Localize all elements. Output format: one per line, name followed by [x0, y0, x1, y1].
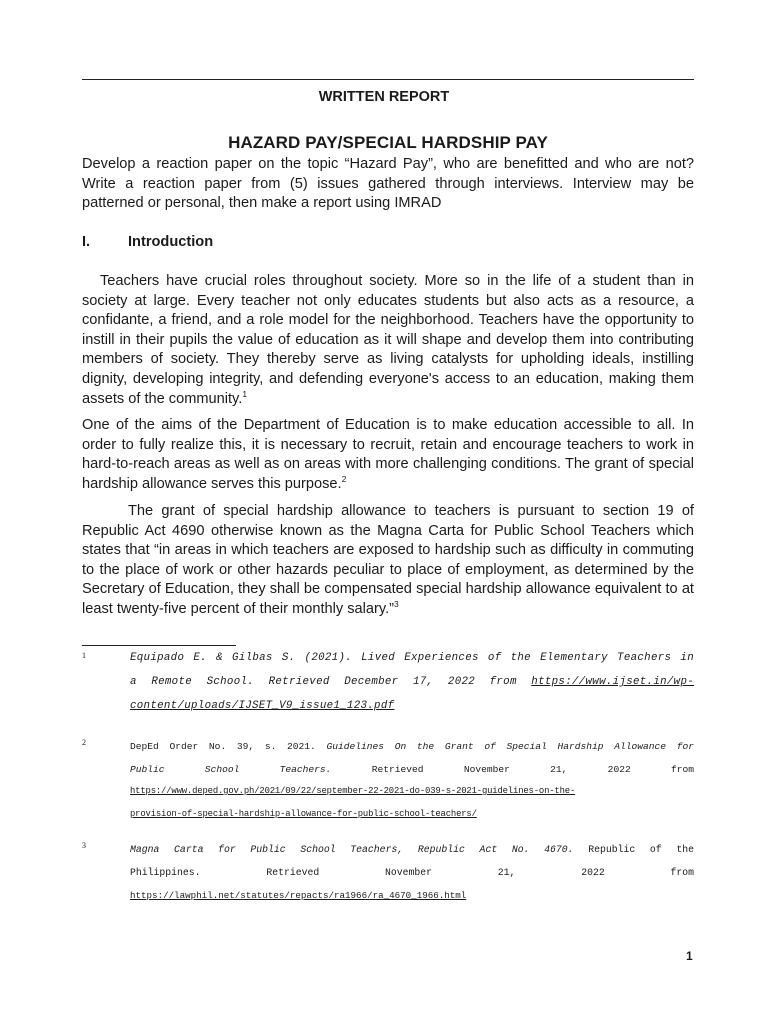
footnote-1-line-1: Equipado E. & Gilbas S. (2021). Lived Experiences of the Elementary Teachers in	[130, 652, 694, 664]
footnote-1-link[interactable]: https://www.ijset.in/wp-	[531, 676, 694, 688]
footnote-3-link[interactable]: https://lawphil.net/statutes/repacts/ra1966/ra_4670_1966.html	[130, 890, 467, 901]
footnote-3-line-1: Magna Carta for Public School Teachers, Republic Act No. 4670. Republic of the	[130, 844, 694, 855]
assignment-prompt: Develop a reaction paper on the topic “Hazard Pay”, who are benefitted and who are not? Write a reaction paper from (5) issues gathered through interviews. Interview may be patterned or personal, then make a report using IMRAD	[82, 156, 694, 212]
header-rule	[82, 79, 694, 80]
footnote-ref-2: 2	[341, 473, 347, 484]
paragraph-1: Teachers have crucial roles throughout society. More so in the life of a student than in society at large. Every teacher not only educates students but also acts as a resource, a confidante, a friend, and a role model for the neighborhood. Teachers have the opportunity to instill in their pupils the value of education as it will shape and develop them into contributing members of society. They thereby serve as living catalysts for upholding ideals, instilling dignity, developing integrity, and defending everyone's access to an education, making them assets of the community.$^1$	[82, 273, 694, 407]
footnote-ref-3: 3	[394, 599, 399, 610]
footnote-3-line-3	[130, 890, 694, 901]
footnote-2-link[interactable]: https://www.deped.gov.ph/2021/09/22/september-22-2021-do-039-s-2021-guidelines-on-the-	[130, 786, 576, 796]
footnote-2-line-1: DepEd Order No. 39, s. 2021. Guidelines On the Grant of Special Hardship Allowance for	[130, 741, 694, 752]
page-number: 1	[686, 949, 693, 963]
footnote-1-line-2: a Remote School. Retrieved December 17, 2022 from https://www.ijset.in/wp-	[130, 676, 694, 688]
footnote-mark-3: 3	[82, 841, 86, 850]
footnote-mark-1: 1	[82, 651, 86, 660]
footnote-2-line-2: Public School Teachers. Retrieved November 21, 2022 from	[130, 764, 695, 775]
footnote-separator	[82, 645, 236, 646]
paragraph-2: One of the aims of the Department of Education is to make education accessible to all. In order to fully realize this, it is necessary to recruit, retain and encourage teachers to work in hard-to-reach areas as well as on areas with more challenging conditions. The grant of special hardship allowance serves this purpose.$^2$	[82, 417, 694, 492]
footnote-2-line-4	[130, 809, 694, 819]
footnote-3	[82, 841, 694, 905]
footnote-1-link-cont[interactable]: content/uploads/IJSET_V9_issue1_123.pdf	[130, 700, 395, 712]
footnote-mark-2: 2	[82, 738, 86, 747]
footnote-1	[82, 651, 694, 721]
section-heading	[82, 234, 213, 250]
footnote-ref-1: 1	[242, 388, 248, 399]
paragraph-3: The grant of special hardship allowance to teachers is pursuant to section 19 of Republic Act 4690 otherwise known as the Magna Carta for Public School Teachers which states that “in areas in which teachers are exposed to hardship such as difficulty in commuting to the place of work or other hazards peculiar to place of employment, as determined by the Secretary of Education, they shall be compensated special hardship allowance equivalent to at least twenty-five percent of their monthly salary.”$^3$	[82, 503, 694, 617]
footnote-2-line-3	[130, 786, 694, 796]
section-number: I.	[82, 234, 91, 250]
footnote-2	[82, 738, 694, 824]
footnote-2-link-cont[interactable]: provision-of-special-hardship-allowance-for-public-school-teachers/	[130, 809, 477, 819]
report-label: WRITTEN REPORT	[318, 89, 450, 105]
footnote-1-line-3	[130, 700, 694, 712]
footnote-3-line-2: Philippines. Retrieved November 21, 2022 from	[130, 867, 694, 878]
section-title: Introduction	[128, 234, 214, 250]
page-title: HAZARD PAY/SPECIAL HARDSHIP PAY	[228, 133, 548, 152]
